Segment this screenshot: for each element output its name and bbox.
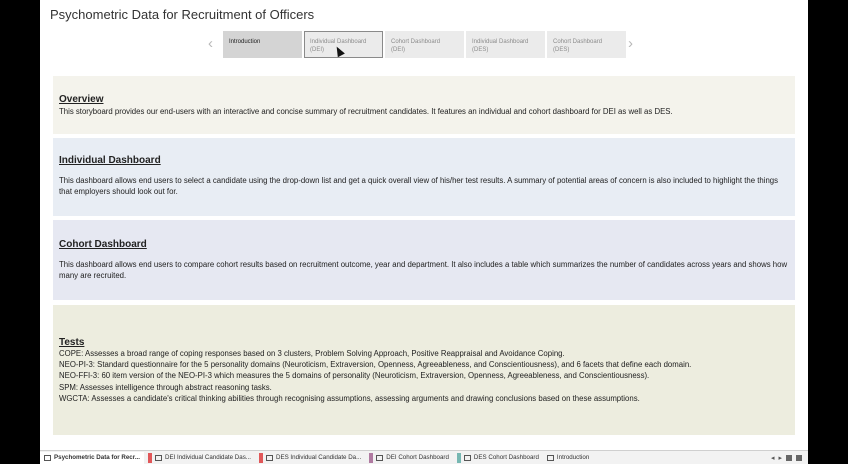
dashboard-icon bbox=[547, 455, 554, 461]
sheet-color-marker bbox=[259, 453, 263, 463]
story-point-label: Individual Dashboard bbox=[472, 39, 529, 45]
list-item: COPE: Assesses a broad range of coping responses based on 3 clusters, Problem Solving Approach, Positive Reappraisal and Avoidance Coping. bbox=[59, 349, 565, 358]
sheet-tab-des-cohort[interactable] bbox=[453, 452, 543, 464]
tests-section bbox=[53, 305, 795, 435]
sheet-tab-dei-individual[interactable] bbox=[144, 452, 255, 464]
cohort-dashboard-heading: Cohort Dashboard bbox=[59, 239, 147, 250]
story-point-label: Individual Dashboard bbox=[310, 39, 367, 45]
sheet-tab-bar bbox=[40, 450, 808, 464]
sheet-tab-label: DES Cohort Dashboard bbox=[473, 454, 539, 461]
story-icon bbox=[44, 455, 51, 461]
chevron-left-icon[interactable]: ‹ bbox=[208, 35, 213, 52]
story-point-cohort-des[interactable] bbox=[547, 31, 626, 58]
sheet-tab-dei-cohort[interactable] bbox=[365, 452, 453, 464]
list-item: NEO-FFI-3: 60 item version of the NEO-PI-3 which measures the 5 domains of personality (Neuroticism, Extraversion, Openness, Agreeableness, and Conscientiousness). bbox=[59, 371, 650, 381]
story-point-sublabel: (DES) bbox=[472, 47, 489, 53]
story-point-label: Cohort Dashboard bbox=[391, 39, 441, 45]
individual-dashboard-section bbox=[53, 138, 795, 216]
sheet-tab-label: Introduction bbox=[556, 454, 590, 461]
story-point-cohort-dei[interactable] bbox=[385, 31, 464, 58]
sheet-tab-des-individual[interactable] bbox=[255, 452, 365, 464]
story-point-label: Cohort Dashboard bbox=[553, 39, 603, 45]
page-title: Psychometric Data for Recruitment of Officers bbox=[50, 7, 315, 22]
story-point-introduction[interactable] bbox=[223, 31, 302, 58]
sheet-color-marker bbox=[148, 453, 152, 463]
tests-list bbox=[59, 348, 789, 404]
dashboard-icon bbox=[266, 455, 273, 461]
scroll-right-icon[interactable]: ▸ bbox=[778, 455, 782, 462]
sheet-tab-label: DES Individual Candidate Da... bbox=[275, 454, 362, 461]
story-point-sublabel: (DEI) bbox=[310, 47, 324, 53]
overview-text: This storyboard provides our end-users with an interactive and concise summary of recruitment candidates. It features an individual and cohort dashboard for DEI as well as DES. bbox=[59, 107, 673, 116]
list-item: WGCTA: Assesses a candidate's critical thinking abilities through recognising assumptions, assessing arguments and drawing conclusions based on these assumptions. bbox=[59, 393, 640, 403]
sheet-tab-label: Psychometric Data for Recr... bbox=[54, 454, 140, 461]
sheet-color-marker bbox=[457, 453, 461, 463]
overview-section bbox=[53, 76, 795, 134]
tests-heading: Tests bbox=[59, 337, 85, 348]
story-point-sublabel: (DEI) bbox=[391, 47, 405, 53]
dashboard-icon bbox=[376, 455, 383, 461]
individual-dashboard-text: This dashboard allows end users to select a candidate using the drop-down list and get a quick overall view of his/her test results. A summary of potential areas of concern is also included to highlight the things that employers should look out for. bbox=[59, 176, 779, 196]
list-item: NEO-PI-3: Standard questionnaire for the 5 personality domains (Neuroticism, Extraversion, Openness, Agreeableness, and Conscientiousness), and 6 facets that define each domain. bbox=[59, 360, 692, 370]
individual-dashboard-heading: Individual Dashboard bbox=[59, 155, 161, 166]
story-point-label: Introduction bbox=[229, 39, 261, 45]
dashboard-icon bbox=[155, 455, 162, 461]
chevron-right-icon[interactable]: › bbox=[628, 35, 633, 52]
filmstrip-view-icon[interactable] bbox=[796, 455, 802, 461]
grid-view-icon[interactable] bbox=[786, 455, 792, 461]
list-item: SPM: Assesses intelligence through abstract reasoning tasks. bbox=[59, 382, 272, 392]
story-point-sublabel: (DES) bbox=[553, 47, 570, 53]
sheet-bar-controls bbox=[771, 454, 808, 462]
sheet-tab-label: DEI Individual Candidate Das... bbox=[164, 454, 251, 461]
story-navigator bbox=[223, 31, 626, 58]
scroll-left-icon[interactable]: ◂ bbox=[770, 455, 775, 462]
sheet-tab-introduction[interactable] bbox=[543, 452, 593, 464]
dashboard-icon bbox=[464, 455, 471, 461]
cohort-dashboard-section bbox=[53, 220, 795, 300]
sheet-tab-label: DEI Cohort Dashboard bbox=[386, 454, 449, 461]
cohort-dashboard-text: This dashboard allows end users to compare cohort results based on recruitment outcome, year and department. It also includes a table which summarizes the number of candidates across years and shows how many are recruited. bbox=[59, 260, 788, 280]
sheet-tab-story[interactable] bbox=[40, 452, 144, 464]
story-window bbox=[40, 0, 808, 464]
overview-heading: Overview bbox=[59, 94, 104, 105]
story-point-individual-des[interactable] bbox=[466, 31, 545, 58]
sheet-color-marker bbox=[369, 453, 373, 463]
